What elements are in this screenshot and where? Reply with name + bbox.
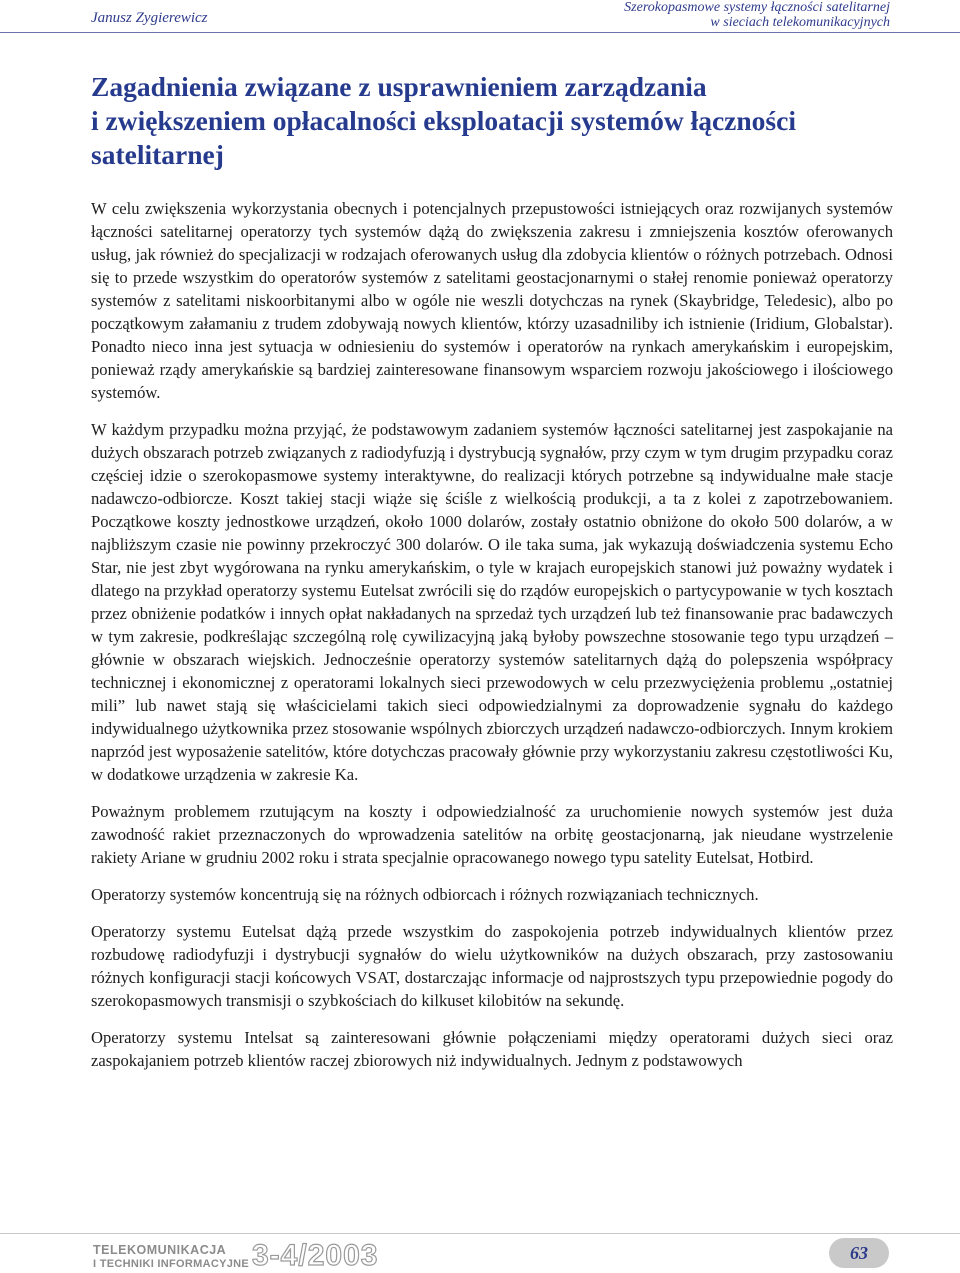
article-title-line-2: i zwiększeniem opłacalności eksploatacji systemów łączności	[91, 105, 796, 136]
header-rule	[0, 32, 960, 33]
running-head	[0, 0, 960, 36]
article-title-line-3: satelitarnej	[91, 139, 224, 170]
journal-name-line-2: I TECHNIKI INFORMACYJNE	[93, 1258, 250, 1270]
page-number-badge: 63	[829, 1238, 889, 1268]
page-footer	[0, 1225, 960, 1271]
paragraph: Operatorzy systemu Intelsat są zainteresowani głównie połączeniami między operatorami dużych sieci oraz zaspokajaniem potrzeb klientów raczej zbiorowych niż indywidualnych. Jednym z podstawowych	[91, 1028, 893, 1070]
journal-name-line-1: TELEKOMUNIKACJA	[93, 1243, 227, 1257]
article-title-line-1: Zagadnienia związane z usprawnieniem zarządzania	[91, 71, 707, 102]
article-title	[91, 70, 871, 172]
issue-number: 3-4/2003	[252, 1239, 379, 1272]
paragraph: W każdym przypadku można przyjąć, że podstawowym zadaniem systemów łączności satelitarnej jest zaspokajanie na dużych obszarach potrzeb związanych z radiodyfuzją i dystrybucją sygnałów, przy czym w tym drugim przypadku coraz częściej idzie o szerokopasmowe systemy interaktywne, do realizacji których potrzebne są indywidualne małe stacje nadawczo-odbiorcze. Koszt takiej stacji wiąże się ściśle z wielkością produkcji, a ta z kolei z zapotrzebowaniem. Początkowe koszty jednostkowe urządzeń, około 1000 dolarów, zostały ostatnio obniżone do około 500 dolarów, a w najbliższym czasie nie powinny przekroczyć 300 dolarów. O ile taka suma, jak wykazują doświadczenia systemu Echo Star, nie jest zbyt wygórowana na rynku amerykańskim, o tyle w krajach europejskich stanowi już poważny wydatek i dlatego na przykład operatorzy systemu Eutelsat zwrócili się do rządów europejskich o partycypowanie w tych kosztach przez obniżenie podatków i innych opłat nakładanych na sprzedaż tych urządzeń lub też finansowanie prac badawczych w tym zakresie, podkreślając szczególną rolę cywilizacyjną jaką byłoby powszechne stosowanie tego typu urządzeń – głównie w obszarach wiejskich. Jednocześnie operatorzy systemów satelitarnych dążą do polepszenia współpracy technicznej i ekonomicznej z operatorami lokalnych sieci przewodowych w celu przezwyciężenia problemu „ostatniej mili” lub nawet stają się właścicielami takich sieci odpowiedzialnymi za doprowadzenie sygnału do każdego indywidualnego użytkownika przez stosowanie wspólnych zbiorczych urządzeń nadawczo-odbiorczych. Innym krokiem naprzód jest wyposażenie satelitów, które dotychczas pracowały głównie przy wykorzystaniu zakresu częstotliwości Ku, w dodatkowe urządzenia w zakresie Ka.	[91, 420, 893, 784]
series-title-line-2: w sieciach telekomunikacyjnych	[710, 15, 890, 30]
paragraph: Poważnym problemem rzutującym na koszty i odpowiedzialność za uruchomienie nowych systemów jest duża zawodność rakiet przeznaczonych do wprowadzenia satelitów na orbitę geostacjonarną, jak nieudane wystrzelenie rakiety Ariane w grudniu 2002 roku i strata specjalnie opracowanego nowego typu satelity Eutelsat, Hotbird.	[91, 802, 893, 867]
author-name: Janusz Zygierewicz	[91, 10, 208, 26]
paragraph: W celu zwiększenia wykorzystania obecnych i potencjalnych przepustowości istniejących oraz rozwijanych systemów łączności satelitarnej operatorzy tych systemów dążą do zwiększenia zakresu i zmniejszenia kosztów oferowanych usług, jak również do specjalizacji w rodzajach oferowanych usług dla zdobycia klientów o różnych potrzebach. Odnosi się to przede wszystkim do operatorów systemów z satelitami geostacjonarnymi o stałej renomie ponieważ operatorzy systemów z satelitami niskoorbitanymi albo w ogóle nie weszli dotychczas na rynek (Skaybridge, Teledesic), albo po początkowym załamaniu z trudem zdobywają nowych klientów, którzy uzasadniliby ich istnienie (Iridium, Globalstar). Ponadto nieco inna jest sytuacja w odniesieniu do systemów i operatorów na rynkach amerykańskim i europejskim, ponieważ rządy amerykańskie są bardziej zainteresowane finansowym wsparciem rozwoju jakościowego i ilościowego systemów.	[91, 199, 893, 402]
paragraph: Operatorzy systemów koncentrują się na różnych odbiorcach i różnych rozwiązaniach technicznych.	[91, 885, 759, 904]
series-title	[624, 0, 890, 30]
paragraph: Operatorzy systemu Eutelsat dążą przede wszystkim do zaspokojenia potrzeb indywidualnych klientów przez rozbudowę radiodyfuzji i dystrybucji sygnałów do wielu użytkowników na dużych obszarach, przy zastosowaniu różnych konfiguracji stacji końcowych VSAT, dostarczając informacje od najprostszych typu przepowiednie pogody do szerokopasmowych transmisji o szybkościach do kilkuset kilobitów na sekundę.	[91, 922, 893, 1010]
footer-rule	[0, 1233, 960, 1234]
article-body	[91, 197, 893, 1086]
series-title-line-1: Szerokopasmowe systemy łączności satelitarnej	[624, 0, 890, 15]
